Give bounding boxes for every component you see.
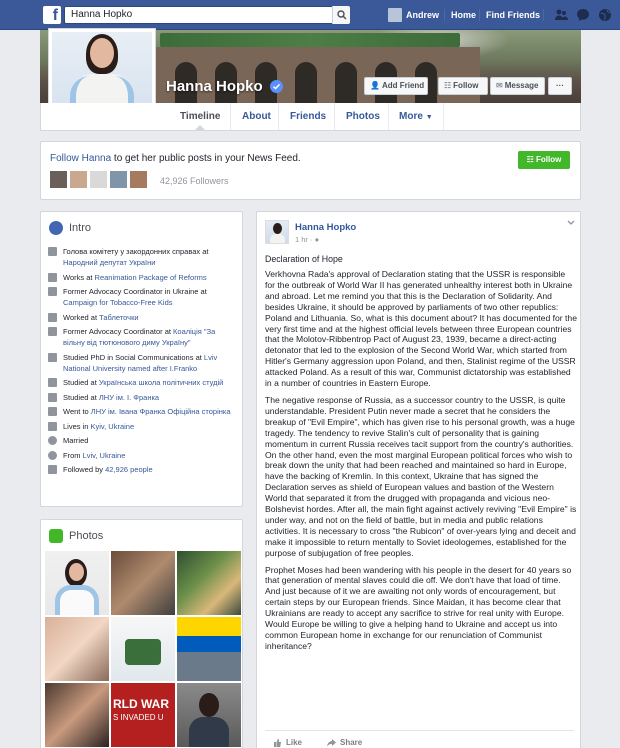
intro-item: Studied PhD in Social Communications at Lviv National University named after I.Franko	[48, 352, 238, 374]
intro-item: Followed by 42,926 people	[48, 464, 238, 475]
intro-list	[48, 246, 238, 479]
avatar[interactable]	[90, 171, 107, 188]
profile-link[interactable]	[388, 7, 439, 23]
follow-card-button[interactable]: ☷ Follow	[518, 151, 570, 169]
photo-thumbnail[interactable]	[177, 683, 241, 747]
avatar	[388, 8, 402, 22]
briefcase-icon	[48, 273, 57, 282]
post-author-name[interactable]: Hanna Hopko	[295, 222, 357, 233]
avatar[interactable]	[70, 171, 87, 188]
divider	[479, 9, 480, 21]
tab-friends[interactable]: Friends	[290, 111, 327, 122]
photo-thumbnail[interactable]	[111, 551, 175, 615]
search-button[interactable]	[332, 6, 350, 24]
search-icon	[337, 10, 347, 20]
top-navigation-bar	[0, 0, 620, 30]
intro-item: Голова комітету у закордонних справах at Народний депутат України	[48, 246, 238, 268]
intro-link[interactable]: Lviv National University named after I.Franko	[63, 352, 218, 373]
post-timestamp[interactable]: 1 hr · ●	[295, 235, 320, 244]
intro-title: Intro	[69, 222, 92, 234]
intro-item: Works at Reanimation Package of Reforms	[48, 272, 238, 283]
photo-icon	[49, 529, 63, 543]
home-icon	[48, 422, 57, 431]
rss-icon: ☷	[526, 155, 534, 164]
facebook-logo[interactable]: f	[43, 6, 61, 24]
briefcase-icon	[48, 247, 57, 256]
intro-item: Married	[48, 435, 238, 446]
follow-prompt-card	[40, 141, 581, 200]
post-paragraph: Verkhovna Rada's approval of Declaration stating that the USSR is responsible for the outbreak of World War II has generated unhealthy interest both in Ukraine and abroad. Let me remind you that this is the Declaration of Solidarity. And besides Ukraine, it should be approved by parliaments of two other republics: Poland and Lithuania. So, what is this document about? It has documented for the very first time and at the highest official levels between three European countries that the Molotov-Ribbentrop Pact of August 23, 1939, became a direct-acting detonator that led to the explosion of the Second World War, which started from Hitler's Germany aggression upon Poland, and then, Stalinist regime of the USSR attacked Poland. As a result of this war, Communist dictatorship was established in a number of countries in Eastern Europe.	[265, 269, 577, 389]
timeline-post	[256, 211, 581, 748]
graduation-cap-icon	[48, 353, 57, 362]
photos-box	[40, 519, 243, 748]
message-button[interactable]: ✉ Message	[490, 77, 545, 95]
thumbs-up-icon	[273, 738, 282, 747]
post-actions	[265, 730, 574, 748]
home-link[interactable]: Home	[451, 10, 477, 20]
more-options-button[interactable]: ···	[548, 77, 572, 95]
find-friends-link[interactable]: Find Friends	[486, 10, 540, 20]
photo-thumbnail[interactable]	[111, 683, 175, 747]
photo-thumbnail[interactable]	[45, 683, 109, 747]
intro-item: Went to ЛНУ ім. Івана Франка Офіційна сторінка	[48, 406, 238, 417]
tab-more[interactable]: More ▼	[399, 111, 433, 122]
briefcase-icon	[48, 287, 57, 296]
post-author-avatar[interactable]	[265, 220, 289, 244]
intro-item: From Lviv, Ukraine	[48, 450, 238, 461]
location-pin-icon	[48, 451, 57, 460]
tab-timeline[interactable]: Timeline	[180, 103, 220, 130]
photo-thumbnail[interactable]	[111, 617, 175, 681]
globe-icon[interactable]	[598, 8, 612, 22]
divider	[444, 9, 445, 21]
post-paragraph: The negative response of Russia, as a successor country to the USSR, is quite understandable. President Putin never made a secret that he considers the breakup of "Evil Empire", which has given rise to his personal growth, was a huge tragedy. The tendency to revive Stalin's cult of personality that is gaining momentum in current Russia receives tacit support from the country's authorities. On the other hand, even the most marginal European political forces who wish to break down the unity that had been reached and maintained so hard in Europe, have the backing of Kremlin. In this context, Ukraine that has signed the Declaration serves as shield of European values and bastion of the Western World that separated it from the drugged with propaganda and vicious neo-Bolshevist hordes. After all, the main fight against actively reviving "Evil Empire" is under way, and not on the field of battle, but in media and public relations activities. It is necessary to cross "the Rubicon" of over-years lying and deceit and make it impossible to return mentally to Soviet ideologemes, established for the purpose of subjugation of free peoples.	[265, 394, 577, 558]
avatar[interactable]	[130, 171, 147, 188]
follow-prompt-text: Follow Hanna to get her public posts in your News Feed.	[50, 153, 301, 164]
profile-tabs	[40, 103, 581, 131]
tab-photos[interactable]: Photos	[346, 111, 380, 122]
message-icon: ✉	[496, 81, 503, 90]
chevron-down-icon[interactable]	[567, 220, 575, 226]
intro-item: Studied at ЛНУ ім. І. Франка	[48, 392, 238, 403]
user-name: Andrew	[406, 10, 440, 20]
intro-link[interactable]: ЛНУ ім. І. Франка	[98, 392, 160, 402]
messages-icon[interactable]	[576, 8, 590, 22]
chevron-down-icon: ▼	[425, 114, 433, 121]
follow-hanna-link[interactable]: Follow Hanna	[50, 153, 112, 164]
intro-link[interactable]: ЛНУ ім. Івана Франка Офіційна сторінка	[90, 407, 231, 416]
post-body	[265, 269, 577, 658]
photos-title[interactable]: Photos	[69, 530, 104, 542]
photo-thumbnail[interactable]	[177, 551, 241, 615]
intro-item: Lives in Kyiv, Ukraine	[48, 421, 238, 432]
intro-link[interactable]: Lviv, Ukraine	[82, 450, 126, 460]
heart-icon	[48, 436, 57, 445]
briefcase-icon	[48, 313, 57, 322]
intro-link[interactable]: 42,926 people	[105, 465, 153, 474]
profile-name[interactable]: Hanna Hopko	[166, 78, 263, 95]
like-button[interactable]: Like	[273, 738, 302, 747]
intro-link[interactable]: Народний депутат України	[63, 258, 156, 267]
intro-item: Studied at Українська школа політичних студій	[48, 377, 238, 388]
intro-item: Former Advocacy Coordinator in Ukraine at Campaign for Tobacco-Free Kids	[48, 286, 238, 308]
photo-thumbnail[interactable]	[45, 551, 109, 615]
avatar[interactable]	[110, 171, 127, 188]
add-friend-button[interactable]: 👤 Add Friend	[364, 77, 428, 95]
share-button[interactable]: Share	[327, 738, 362, 747]
add-friend-icon: 👤	[370, 81, 380, 90]
intro-item: Former Advocacy Coordinator at Коаліція "За вільну від тютюнового диму Україну"	[48, 326, 238, 348]
rss-icon	[48, 465, 57, 474]
followers-count[interactable]: 42,926 Followers	[160, 176, 229, 186]
intro-link[interactable]: Reanimation Package of Reforms	[94, 272, 207, 282]
train-image	[160, 33, 460, 47]
intro-link[interactable]: Таблеточки	[99, 312, 139, 322]
friend-requests-icon[interactable]	[554, 8, 568, 22]
photo-overlay-text: S INVADED U	[113, 713, 164, 722]
post-paragraph: Prophet Moses had been wandering with his people in the desert for 40 years so that generation of mental slaves could die off. We don't have that load of time. And just because of it we are awaiting not only words of encouragement, but certain steps by our European friends. Since Maidan, it has become clear that Ukrainians are ready to accept any sacrifice to strive for real unity with Europe. Would Europe be willing to give a helping hand to Ukraine and accept us into common European home in exchange for our renunciation of Communist inheritance?	[265, 564, 572, 651]
graduation-cap-icon	[48, 407, 57, 416]
divider	[543, 9, 544, 21]
intro-link[interactable]: Українська школа політичних студій	[98, 378, 224, 387]
follower-avatars	[50, 171, 150, 188]
share-icon	[327, 738, 336, 747]
tab-about[interactable]: About	[242, 111, 271, 122]
search-input[interactable]: Hanna Hopko	[64, 6, 350, 24]
intro-item: Worked at Таблеточки	[48, 312, 238, 323]
intro-link[interactable]: Campaign for Tobacco-Free Kids	[63, 298, 173, 307]
post-title: Declaration of Hope	[265, 254, 343, 264]
globe-icon	[49, 221, 63, 235]
rss-icon: ☷	[444, 81, 452, 90]
briefcase-icon	[48, 327, 57, 336]
graduation-cap-icon	[48, 393, 57, 402]
intro-link[interactable]: Коаліція "За вільну від тютюнового диму Україну"	[63, 327, 216, 347]
photo-thumbnail[interactable]	[177, 617, 241, 681]
intro-link[interactable]: Kyiv, Ukraine	[90, 421, 135, 431]
verified-badge-icon	[270, 80, 283, 93]
photo-overlay-text: RLD WAR	[113, 697, 169, 711]
intro-box	[40, 211, 243, 507]
avatar[interactable]	[50, 171, 67, 188]
follow-button[interactable]: ☷ Follow	[438, 77, 488, 95]
globe-icon: ●	[314, 235, 320, 244]
graduation-cap-icon	[48, 378, 57, 387]
photo-thumbnail[interactable]	[45, 617, 109, 681]
